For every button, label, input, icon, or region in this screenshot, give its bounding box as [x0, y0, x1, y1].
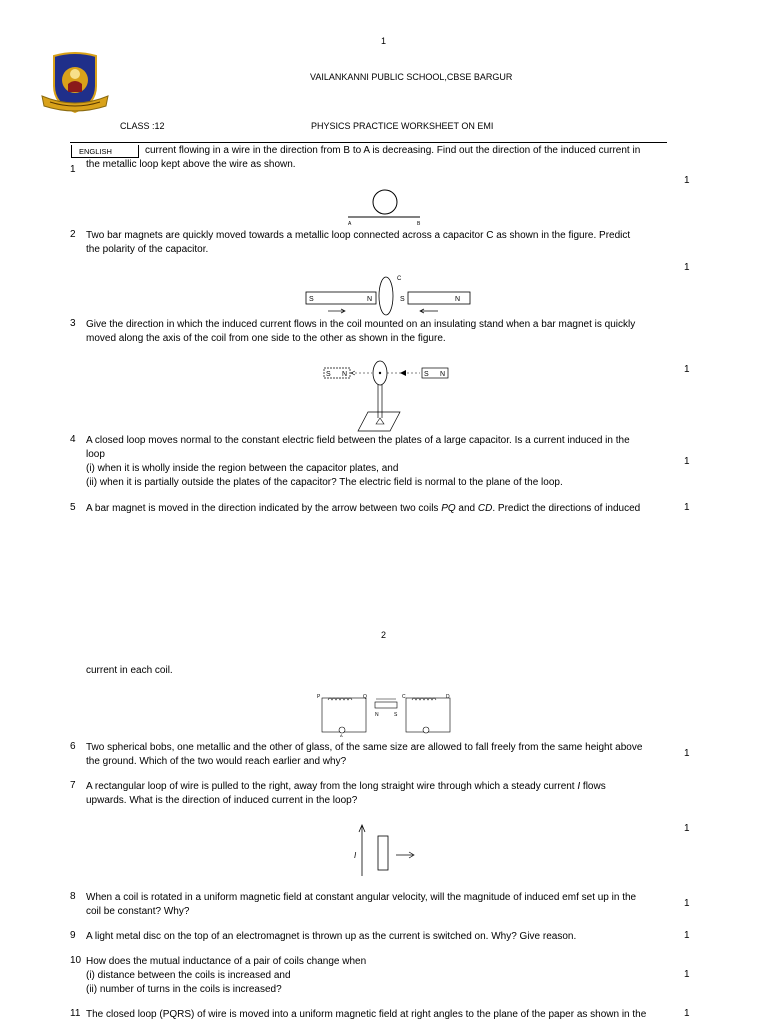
question-text: the ground. Which of the two would reach earlier and why? — [86, 756, 347, 767]
question-number: 6 — [70, 741, 76, 752]
question-number: 4 — [70, 434, 76, 445]
right-magnet — [408, 292, 470, 304]
svg-text:A: A — [340, 733, 343, 738]
question-text: Two spherical bobs, one metallic and the other of glass, of the same size are allowed to fall freely from the same height above — [86, 742, 643, 753]
question-text: upwards. What is the direction of induced current in the loop? — [86, 795, 358, 806]
question-number: 7 — [70, 780, 76, 791]
question-text: Two bar magnets are quickly moved towards a metallic loop connected across a capacitor C as shown in the figure. Predict — [86, 230, 631, 241]
svg-text:C: C — [397, 276, 402, 282]
question-text: current in each coil. — [86, 665, 173, 676]
question-text: (ii) when it is partially outside the plates of the capacitor? The electric field is normal to the plane of the loop. — [86, 477, 563, 488]
question-text: A bar magnet is moved in the direction indicated by the arrow between two coils PQ and CD. Predict the directions of induced — [86, 503, 641, 514]
question-marks: 1 — [684, 898, 690, 909]
question-text: How does the mutual inductance of a pair of coils change when — [86, 956, 367, 967]
svg-text:D: D — [446, 694, 450, 700]
question-number: 11 — [70, 1008, 81, 1019]
question-text: (i) when it is wholly inside the region between the capacitor plates, and — [86, 463, 399, 474]
worksheet-title: PHYSICS PRACTICE WORKSHEET ON EMI — [311, 121, 494, 131]
figure-q5 — [314, 690, 458, 738]
question-marks: 1 — [684, 969, 690, 980]
figure-q1 — [344, 184, 426, 228]
svg-text:S: S — [400, 296, 405, 303]
svg-text:S: S — [309, 296, 314, 303]
left-magnet — [306, 292, 376, 304]
svg-text:Q: Q — [363, 694, 367, 700]
header-rule — [70, 142, 667, 143]
question-number: 10 — [70, 955, 82, 966]
question-marks: 1 — [684, 748, 690, 759]
rectangular-loop — [378, 836, 388, 870]
language-tab[interactable]: ENGLISH — [71, 145, 139, 158]
metallic-loop — [379, 277, 393, 315]
question-marks: 1 — [684, 823, 690, 834]
svg-text:N: N — [367, 296, 373, 303]
question-text: When a coil is rotated in a uniform magnetic field at constant angular velocity, will the magnitude of induced emf set up in the — [86, 892, 637, 903]
page-number-1: 1 — [381, 36, 387, 46]
question-marks: 1 — [684, 930, 690, 941]
question-number: 3 — [70, 318, 76, 329]
metallic-loop — [373, 190, 397, 214]
question-text: the metallic loop kept above the wire as shown. — [86, 159, 296, 170]
question-text: (i) distance between the coils is increased and — [86, 970, 291, 981]
question-number: 9 — [70, 930, 76, 941]
question-text: Give the direction in which the induced current flows in the coil mounted on an insulating stand when a bar magnet is quickly — [86, 319, 636, 330]
question-marks: 1 — [684, 175, 690, 186]
svg-text:S: S — [394, 712, 398, 718]
svg-text:N: N — [455, 296, 461, 303]
question-marks: 1 — [684, 1008, 690, 1019]
question-text: The closed loop (PQRS) of wire is moved into a uniform magnetic field at right angles to the plane of the paper as shown in the — [86, 1009, 647, 1020]
question-marks: 1 — [684, 456, 690, 467]
svg-text:N: N — [440, 371, 446, 378]
question-number: 5 — [70, 502, 76, 513]
question-text: A rectangular loop of wire is pulled to the right, away from the long straight wire through which a steady current I flows — [86, 781, 606, 792]
svg-text:S: S — [326, 371, 331, 378]
page-number-2: 2 — [381, 630, 387, 640]
svg-text:I: I — [354, 851, 357, 860]
question-text: coil be constant? Why? — [86, 906, 190, 917]
figure-q2 — [300, 272, 476, 318]
svg-text:P: P — [317, 694, 321, 700]
svg-text:N: N — [375, 712, 379, 718]
question-text: A closed loop moves normal to the constant electric field between the plates of a large capacitor. Is a current induced in the — [86, 435, 630, 446]
figure-q7 — [350, 822, 420, 878]
question-text: current flowing in a wire in the direction from B to A is decreasing. Find out the direction of the induced current in — [145, 145, 641, 156]
svg-text:N: N — [342, 371, 348, 378]
question-number: 8 — [70, 891, 76, 902]
question-number: 2 — [70, 229, 76, 240]
svg-text:C: C — [402, 694, 406, 700]
label-b: B — [417, 221, 421, 227]
question-text: (ii) number of turns in the coils is increased? — [86, 984, 282, 995]
question-number: 1 — [70, 164, 76, 175]
figure-q3 — [320, 356, 454, 434]
question-text: loop — [86, 449, 105, 460]
question-marks: 1 — [684, 502, 690, 513]
school-name: VAILANKANNI PUBLIC SCHOOL,CBSE BARGUR — [310, 72, 513, 82]
question-marks: 1 — [684, 364, 690, 375]
question-text: the polarity of the capacitor. — [86, 244, 209, 255]
school-crest-icon — [40, 52, 110, 118]
label-a: A — [348, 221, 352, 227]
question-marks: 1 — [684, 262, 690, 273]
class-label: CLASS :12 — [120, 121, 165, 131]
question-text: moved along the axis of the coil from one side to the other as shown in the figure. — [86, 333, 446, 344]
question-text: A light metal disc on the top of an electromagnet is thrown up as the current is switched on. Why? Give reason. — [86, 931, 577, 942]
svg-text:S: S — [424, 371, 429, 378]
